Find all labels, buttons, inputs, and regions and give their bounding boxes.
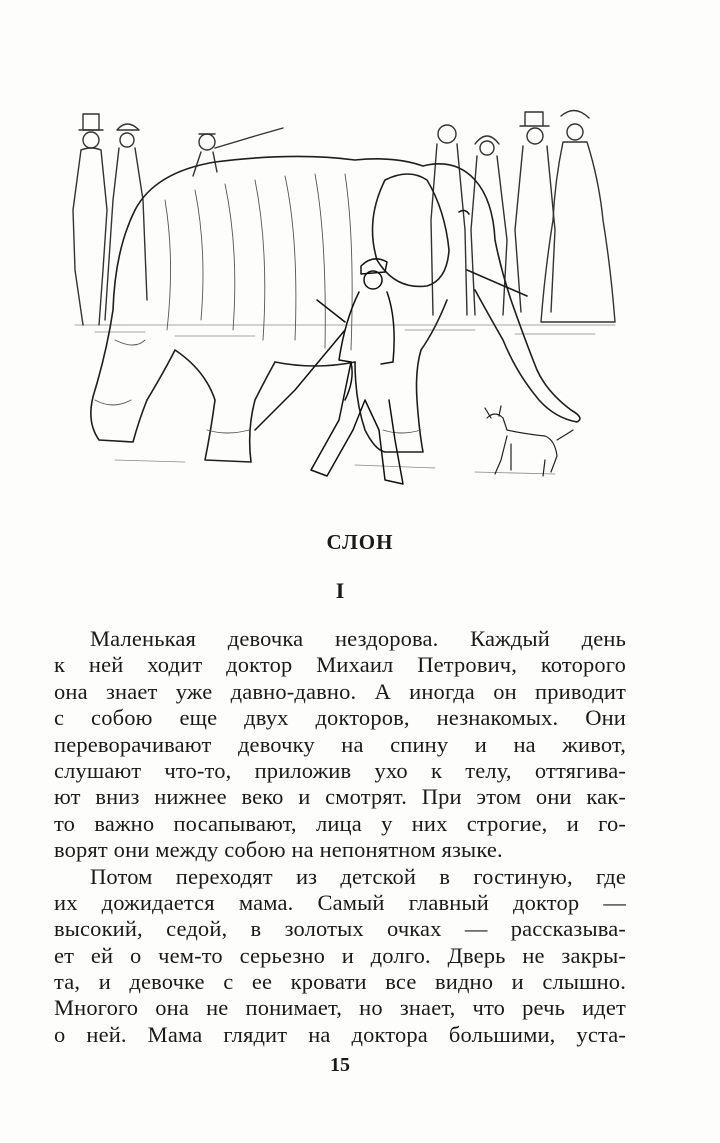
text-line: та, и девочке с ее кровати все видно и слышно. xyxy=(54,969,626,995)
body-text xyxy=(54,626,626,1048)
text-line: высокий, седой, в золотых очках — рассказыва- xyxy=(54,916,626,942)
text-line: то важно посапывают, лица у них строгие, и го- xyxy=(54,810,626,836)
elephant-illustration xyxy=(55,100,635,500)
text-line: она знает уже давно-давно. А иногда он приводит xyxy=(54,678,626,704)
text-line: ет ей о чем-то серьезно и долго. Дверь не закры- xyxy=(54,942,626,968)
text-line: ворят они между собою на непонятном языке. xyxy=(54,837,503,863)
text-line: Потом переходят из детской в гостиную, где xyxy=(90,863,626,889)
crowd xyxy=(73,110,615,325)
text-line: Маленькая девочка нездорова. Каждый день xyxy=(90,626,626,651)
text-line: к ней ходит доктор Михаил Петрович, которого xyxy=(54,652,626,678)
text-line: переворачивают девочку на спину и на живот, xyxy=(54,731,626,757)
page-number: 15 xyxy=(330,1054,350,1076)
handler xyxy=(255,259,403,484)
text-line: о ней. Мама глядит на доктора большими, уста- xyxy=(54,1021,626,1047)
text-line: слушают что-то, приложив ухо к телу, оттягива- xyxy=(54,757,626,783)
elephant xyxy=(91,156,580,462)
text-line: их дожидается мама. Самый главный доктор — xyxy=(54,889,626,915)
text-line: ют вниз нижнее веко и смотрят. При этом они как- xyxy=(54,784,626,810)
text-line: Многого она не понимает, но знает, что речь идет xyxy=(54,995,626,1021)
text-line: с собою еще двух докторов, незнакомых. Они xyxy=(54,705,626,731)
chapter-number: I xyxy=(335,578,345,603)
chapter-title: СЛОН xyxy=(326,530,394,554)
